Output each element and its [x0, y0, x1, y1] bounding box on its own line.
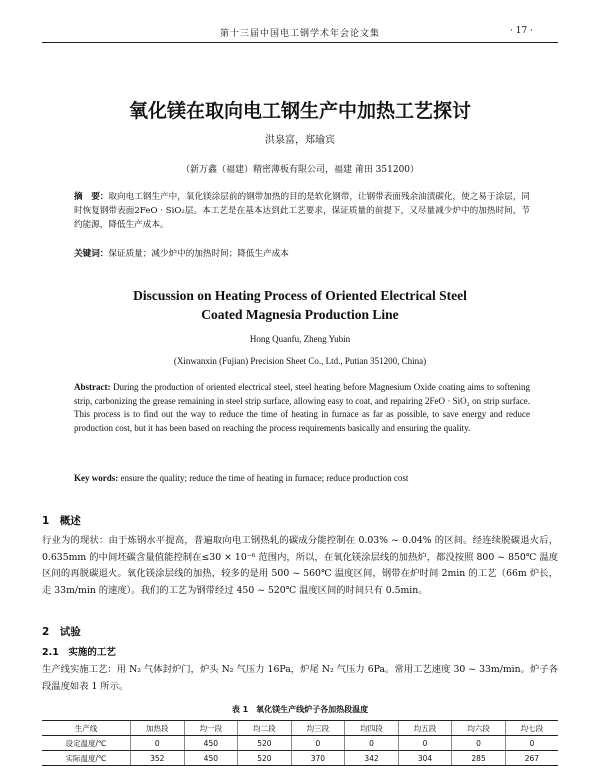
abstract-en-label: Abstract: — [74, 382, 111, 392]
affiliation-en: (Xinwanxin (Fujian) Precision Sheet Co., Ltd., Putian 351200, China) — [173, 356, 427, 366]
table-cell: 0 — [291, 736, 345, 751]
abstract-cn-label: 摘 要： — [74, 192, 109, 202]
abstract-en — [74, 381, 530, 435]
table-cell: 设定温度/℃ — [42, 736, 131, 751]
table-header-cell: 均四段 — [345, 721, 399, 736]
table-cell: 520 — [238, 751, 292, 766]
table-header-cell: 均五段 — [398, 721, 452, 736]
table-cell: 352 — [131, 751, 185, 766]
table-cell: 285 — [452, 751, 506, 766]
table-cell: 370 — [291, 751, 345, 766]
table-header-cell: 均三段 — [291, 721, 345, 736]
table-header-cell: 均七段 — [505, 721, 558, 736]
table-header-cell: 均六段 — [452, 721, 506, 736]
abstract-en-text: During the production of oriented electrical steel, steel heating before Magnesium Oxide coating aims to softening strip, carbonizing the grease remaining in steel strip surface, allowing easy to coat, and repairing 2FeO · SiO₂ on strip surface. This process is to find out the way to reduce the time of heating in furnace as far as possible, to save energy and reduce production cost, but it has been based on reaching the process requirements basically and ensuring the quality. — [74, 382, 531, 433]
abstract-cn — [74, 190, 530, 233]
table-cell: 0 — [398, 736, 452, 751]
title-en-line2: Coated Magnesia Production Line — [201, 307, 399, 322]
keywords-cn — [74, 247, 530, 261]
table-cell: 0 — [345, 736, 399, 751]
subsection-2-1-text: 生产线实施工艺：用 N₂ 气体封炉门，炉头 N₂ 气压力 16Pa，炉尾 N₂ 气压力 6Pa。常用工艺速度 30 ~ 33m/min。炉子各段温度如表 1 所示。 — [42, 664, 558, 692]
authors-cn: 洪泉富，郑瑜宾 — [265, 135, 335, 146]
subsection-2-1-heading: 2.1 实施的工艺 — [42, 647, 116, 658]
table-cell: 实际温度/℃ — [42, 751, 131, 766]
table-cell: 0 — [131, 736, 185, 751]
running-header: 第十三届中国电工钢学术年会论文集 — [219, 29, 380, 39]
table-cell: 520 — [238, 736, 292, 751]
table-row — [42, 751, 558, 766]
paper-title-en — [0, 286, 600, 324]
keywords-cn-text: 保证质量；减少炉中的加热时间；降低生产成本 — [108, 249, 289, 259]
table-cell: 342 — [345, 751, 399, 766]
section-1-text: 行业为的现状：由于炼钢水平提高，普遍取向电工钢热轧的碳成分能控制在 0.03% ~ 0.04% 的区间。经连续脱碳退火后，0.635mm 的中间坯碳含量值能控制在≤30 × 10⁻⁶ 范围内，所以，在氧化镁涂层线的加热炉，都没按照 800 ~ 850℃ 温度区间的再脱碳退火。氧化镁涂层线的加热，较多的是用 500 ~ 560℃ 温度区间，钢带在炉时间 2min 的工艺（66m 炉长，走 33m/min 的速度）。我们的工艺为钢带经过 450 ~ 520℃ 温度区间的时间只有 0.5min。 — [42, 535, 558, 596]
table-header-cell: 均二段 — [238, 721, 292, 736]
affiliation-cn: （新万鑫（福建）精密薄板有限公司，福建 莆田 351200） — [180, 165, 420, 175]
page-number: · 17 · — [510, 26, 533, 36]
keywords-cn-label: 关键词： — [74, 249, 109, 259]
keywords-en-label: Key words: — [74, 473, 119, 483]
section-1-heading: 1 概述 — [42, 515, 81, 527]
abstract-cn-text: 取向电工钢生产中，氧化镁涂层前的钢带加热的目的是软化钢带，让钢带表面残余油渍碳化，使之易于涂层，同时恢复钢带表面2FeO · SiO₂层。本工艺是在基本达到此工艺要求，保证质量的前提下，又尽量减少炉中的加热时间，节约能源，降低生产成本。 — [74, 192, 530, 231]
table-row — [42, 736, 558, 751]
table-cell: 304 — [398, 751, 452, 766]
header-rule — [42, 42, 558, 43]
table-header-cell: 生产线 — [42, 721, 131, 736]
table-header-row — [42, 721, 558, 736]
keywords-en-text: ensure the quality; reduce the time of heating in furnace; reduce production cost — [120, 473, 409, 483]
keywords-en — [74, 473, 530, 483]
table-header-cell: 均一段 — [184, 721, 238, 736]
furnace-temperature-table — [42, 720, 558, 766]
title-en-line1: Discussion on Heating Process of Oriented Electrical Steel — [133, 288, 467, 303]
table-caption: 表 1 氧化镁生产线炉子各加热段温度 — [231, 705, 369, 714]
table-cell: 0 — [505, 736, 558, 751]
section-2-heading: 2 试验 — [42, 626, 81, 638]
table-cell: 267 — [505, 751, 558, 766]
table-cell: 0 — [452, 736, 506, 751]
table-header-cell: 加热段 — [131, 721, 185, 736]
table-cell: 450 — [184, 751, 238, 766]
table-cell: 450 — [184, 736, 238, 751]
authors-en: Hong Quanfu, Zheng Yubin — [249, 334, 351, 344]
paper-title-cn: 氧化镁在取向电工钢生产中加热工艺探讨 — [128, 100, 471, 122]
